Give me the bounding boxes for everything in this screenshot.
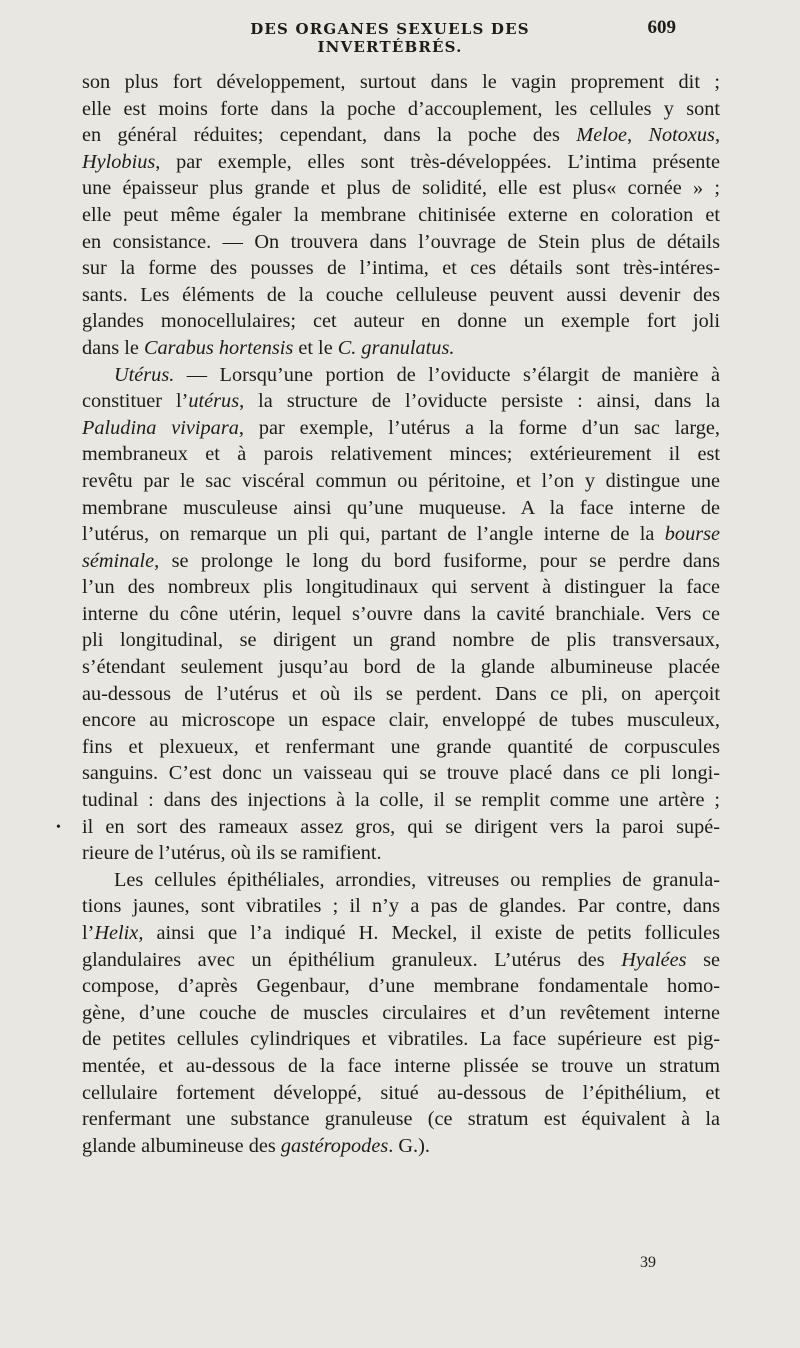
text-line: [82, 548, 720, 575]
text-line: [82, 335, 720, 362]
text-line: [82, 1053, 720, 1080]
body-text: [82, 69, 720, 1159]
text-segment: l’: [82, 922, 95, 944]
text-segment: s’étendant seulement jusqu’au bord de la glande albumineuse placée: [82, 656, 720, 679]
text-line: [82, 1080, 720, 1107]
text-segment: de petites cellules cylindriques et vibratiles. La face supérieure est pig-: [82, 1028, 720, 1051]
text-line: [82, 175, 720, 202]
text-segment: elle peut même égaler la membrane chitinisée externe en coloration et: [82, 203, 720, 226]
text-segment: interne du cône utérin, lequel s’ouvre dans la cavité branchiale. Vers ce: [82, 602, 720, 625]
text-segment: se: [686, 948, 720, 971]
text-segment: renfermant une substance granuleuse (ce stratum est équivalent à la: [82, 1108, 720, 1131]
text-segment: membrane musculeuse ainsi qu’une muqueuse. A la face interne de: [82, 496, 720, 519]
text-line: [82, 734, 720, 761]
page-number: 609: [647, 17, 676, 38]
text-line: [82, 255, 720, 282]
text-segment: dans le: [82, 336, 144, 359]
text-segment: Utérus.: [114, 363, 175, 386]
signature-mark: 39: [640, 1254, 656, 1271]
text-line: [82, 229, 720, 256]
text-line: [82, 601, 720, 628]
running-title: DES ORGANES SEXUELS DES INVERTÉBRÉS.: [250, 20, 530, 56]
text-segment: ,: [626, 124, 649, 147]
text-segment: il en sort des rameaux assez gros, qui se dirigent vers la paroi supé-: [82, 815, 720, 838]
text-segment: fins et plexueux, et renfermant une grande quantité de corpuscules: [82, 735, 720, 758]
text-line: [82, 787, 720, 814]
text-line: [82, 840, 720, 867]
text-segment: compose, d’après Gegenbaur, d’une membrane fondamentale homo-: [82, 975, 720, 998]
text-segment: . G.).: [388, 1134, 430, 1157]
text-line: [82, 96, 720, 123]
text-segment: et le: [293, 336, 338, 359]
text-line: [82, 1000, 720, 1027]
text-segment: , par exemple, elles sont très-développées. L’intima présente: [155, 150, 720, 173]
text-line: [82, 388, 720, 415]
text-line: [82, 308, 720, 335]
text-line: [82, 947, 720, 974]
text-segment: gastéropodes: [280, 1134, 389, 1157]
text-line: [82, 814, 720, 841]
text-segment: utérus: [188, 390, 240, 413]
text-line: [82, 495, 720, 522]
text-line: [82, 893, 720, 920]
text-segment: Notoxus: [648, 124, 715, 147]
text-segment: elle est moins forte dans la poche d’accouplement, les cellules y sont: [82, 97, 720, 120]
text-segment: gène, d’une couche de muscles circulaires et d’un revêtement interne: [82, 1001, 720, 1024]
text-segment: , se prolonge le long du bord fusiforme, pour se perdre dans: [154, 549, 720, 572]
text-segment: Helix: [94, 922, 139, 944]
text-line: [82, 362, 720, 389]
text-segment: séminale: [82, 549, 155, 572]
text-line: [82, 1026, 720, 1053]
text-segment: mentée, et au-dessous de la face interne plissée se trouve un stratum: [82, 1054, 720, 1077]
text-segment: rieure de l’utérus, où ils se ramifient.: [82, 842, 382, 865]
text-segment: bourse: [664, 523, 720, 546]
text-segment: membraneux et à parois relativement minces; extérieurement il est: [82, 443, 720, 466]
text-segment: son plus fort développement, surtout dans le vagin proprement dit ;: [82, 71, 720, 93]
text-segment: l’un des nombreux plis longitudinaux qui servent à distinguer la face: [82, 576, 720, 599]
text-segment: l’utérus, on remarque un pli qui, partant de l’angle interne de la: [82, 523, 665, 546]
text-line: [82, 681, 720, 708]
text-line: [82, 574, 720, 601]
text-segment: , par exemple, l’utérus a la forme d’un sac large,: [238, 416, 720, 439]
text-segment: tudinal : dans des injections à la colle, il se remplit comme une artère ;: [82, 789, 720, 812]
text-line: [82, 149, 720, 176]
text-line: [82, 202, 720, 229]
text-segment: Carabus hortensis: [143, 336, 294, 359]
text-segment: — Lorsqu’une portion de l’oviducte s’élargit de manière à: [174, 363, 720, 386]
text-segment: Hyalées: [621, 948, 687, 971]
text-line: [82, 468, 720, 495]
text-segment: sanguins. C’est donc un vaisseau qui se trouve placé dans ce pli longi-: [82, 762, 720, 785]
text-line: [82, 122, 720, 149]
text-segment: au-dessous de l’utérus et où ils se perdent. Dans ce pli, on aperçoit: [82, 682, 720, 705]
text-line: [82, 627, 720, 654]
text-segment: C. granulatus.: [337, 336, 455, 359]
text-line: [82, 760, 720, 787]
text-line: [82, 973, 720, 1000]
text-segment: encore au microscope un espace clair, enveloppé de tubes musculeux,: [82, 709, 720, 732]
text-segment: Meloe: [576, 124, 627, 147]
text-segment: en général réduites; cependant, dans la poche des: [82, 124, 577, 147]
text-segment: glande albumineuse des: [82, 1134, 281, 1157]
text-segment: constituer l’: [82, 390, 189, 413]
text-line: [82, 521, 720, 548]
text-segment: Les cellules épithéliales, arrondies, vitreuses ou remplies de granula-: [114, 868, 720, 891]
text-segment: en consistance. — On trouvera dans l’ouvrage de Stein plus de détails: [82, 230, 720, 253]
text-segment: ,: [714, 124, 721, 147]
text-segment: Hylobius: [82, 150, 156, 173]
text-segment: pli longitudinal, se dirigent un grand nombre de plis transversaux,: [82, 629, 720, 652]
text-line: [82, 282, 720, 309]
text-segment: sants. Les éléments de la couche celluleuse peuvent aussi devenir des: [82, 283, 720, 306]
text-segment: , la structure de l’oviducte persiste : ainsi, dans la: [239, 390, 721, 413]
text-line: [82, 415, 720, 442]
text-segment: une épaisseur plus grande et plus de solidité, elle est plus« cornée » ;: [82, 177, 720, 200]
text-segment: sur la forme des pousses de l’intima, et ces détails sont très-intéres-: [82, 257, 720, 280]
text-line: [82, 441, 720, 468]
text-segment: cellulaire fortement développé, situé au-dessous de l’épithélium, et: [82, 1081, 720, 1104]
text-line: [82, 920, 720, 947]
text-segment: glandulaires avec un épithélium granuleux. L’utérus des: [82, 948, 622, 971]
text-line: [82, 654, 720, 681]
text-segment: revêtu par le sac viscéral commun ou péritoine, et l’on y distingue une: [82, 469, 720, 492]
text-segment: glandes monocellulaires; cet auteur en donne un exemple fort joli: [82, 310, 720, 333]
margin-mark: •: [56, 820, 61, 835]
text-line: [82, 707, 720, 734]
text-line: [82, 1133, 720, 1160]
text-line: [82, 867, 720, 894]
text-segment: Paludina vivipara: [82, 416, 239, 439]
text-line: [82, 69, 720, 96]
text-line: [82, 1106, 720, 1133]
text-segment: tions jaunes, sont vibratiles ; il n’y a pas de glandes. Par contre, dans: [82, 895, 720, 918]
text-segment: , ainsi que l’a indiqué H. Meckel, il existe de petits follicules: [138, 922, 720, 944]
